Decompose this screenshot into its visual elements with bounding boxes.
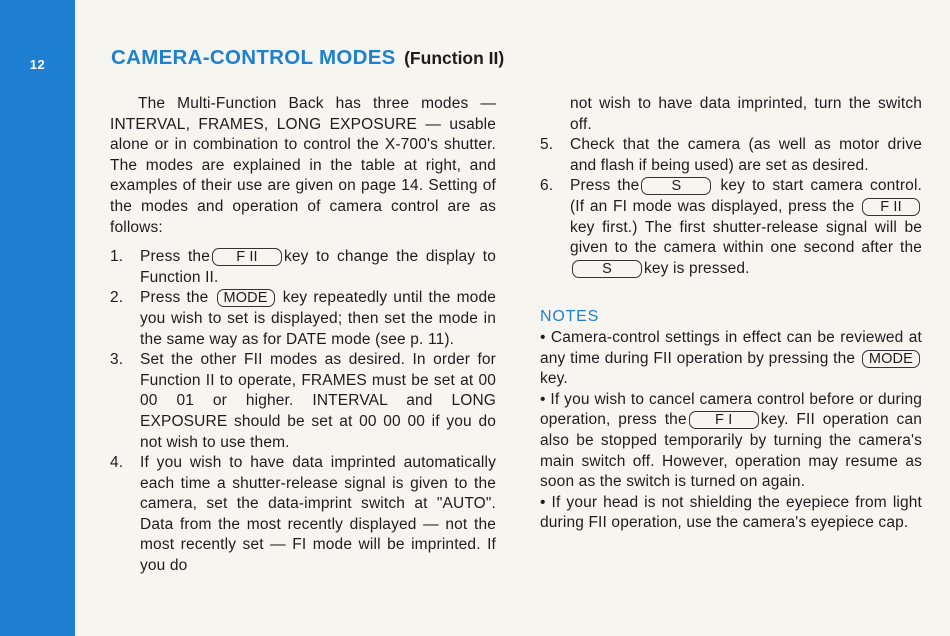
step-4-continued bbox=[540, 94, 922, 135]
note-item bbox=[540, 390, 922, 493]
step-text: key to start camera control. (If an FI mode was displayed, press the bbox=[570, 177, 922, 215]
mode-key: MODE bbox=[217, 289, 275, 307]
step-number: 3. bbox=[110, 351, 124, 369]
f1-key: F I bbox=[689, 411, 759, 429]
page-number: 12 bbox=[29, 57, 46, 72]
step-text: If you wish to have data imprinted automatically each time a shutter-release signal is given to the camera, set the data-imprint switch at "AUTO". Data from the most recently displayed — not the most recently set — FI mode will be imprinted. If you do bbox=[140, 454, 496, 575]
step-text: key is pressed. bbox=[644, 259, 750, 277]
s-key: S bbox=[572, 260, 642, 278]
step-number: 1. bbox=[110, 248, 124, 266]
step-number: 2. bbox=[110, 289, 124, 307]
step-text: key first.) The first shutter-release signal will be given to the camera within one second after the bbox=[570, 218, 922, 257]
step-4 bbox=[110, 453, 496, 577]
step-text: Set the other FII modes as desired. In order for Function II to operate, FRAMES must be set at 00 00 01 or higher. INTERVAL and LONG EXPOSURE should be set at 00 00 00 if you do not wish to use them. bbox=[140, 351, 496, 451]
steps-list-continued bbox=[540, 94, 922, 279]
step-text: key to change the display to Function II. bbox=[140, 248, 496, 286]
step-5 bbox=[540, 135, 922, 176]
note-text: • Camera-control settings in effect can be reviewed at any time during FII operation by pressing the bbox=[540, 328, 922, 367]
step-2 bbox=[110, 288, 496, 350]
step-number: 6. bbox=[540, 177, 554, 195]
title-main: CAMERA-CONTROL MODES bbox=[111, 46, 396, 69]
note-text: key. bbox=[540, 370, 568, 388]
note-text: key. FII operation can also be stopped temporarily by turning the camera's main switch off. However, operation may resume as soon as the switch is turned on again. bbox=[540, 411, 922, 491]
left-column bbox=[110, 94, 496, 577]
step-text: Press the bbox=[570, 177, 640, 195]
step-text: Press the bbox=[140, 248, 210, 266]
note-item bbox=[540, 493, 922, 534]
steps-list bbox=[110, 247, 496, 577]
f2-key: F II bbox=[212, 248, 282, 266]
step-text: not wish to have data imprinted, turn the switch off. bbox=[570, 95, 922, 133]
notes-heading: NOTES bbox=[540, 308, 600, 326]
f2-key: F II bbox=[862, 198, 920, 216]
side-bar bbox=[0, 0, 75, 636]
s-key: S bbox=[641, 177, 711, 195]
step-text: Check that the camera (as well as motor drive and flash if being used) are set as desired. bbox=[570, 136, 922, 174]
title-subtitle: (Function II) bbox=[404, 48, 505, 68]
step-number: 5. bbox=[540, 136, 554, 154]
step-1 bbox=[110, 247, 496, 288]
step-3 bbox=[110, 350, 496, 453]
step-text: key repeatedly until the mode you wish to set is displayed; then set the mode in the same way as for DATE mode (see p. 11). bbox=[140, 289, 496, 348]
step-text: Press the bbox=[140, 289, 209, 307]
note-text: • If you wish to cancel camera control before or during operation, press the bbox=[540, 390, 922, 429]
note-item bbox=[540, 328, 922, 390]
note-text: • If your head is not shielding the eyepiece from light during FII operation, use the camera's eyepiece cap. bbox=[540, 493, 922, 532]
step-6 bbox=[540, 176, 922, 279]
mode-key: MODE bbox=[862, 350, 920, 368]
page-title bbox=[111, 46, 504, 70]
step-number: 4. bbox=[110, 454, 124, 472]
intro-paragraph: The Multi-Function Back has three modes — INTERVAL, FRAMES, LONG EXPOSURE — usable alone or in combination to control the X-700's shutter. The modes are explained in the table at right, and examples of their use are given on page 14. Setting of the modes and operation of camera control are as follows: bbox=[110, 95, 496, 236]
right-column bbox=[540, 94, 922, 534]
